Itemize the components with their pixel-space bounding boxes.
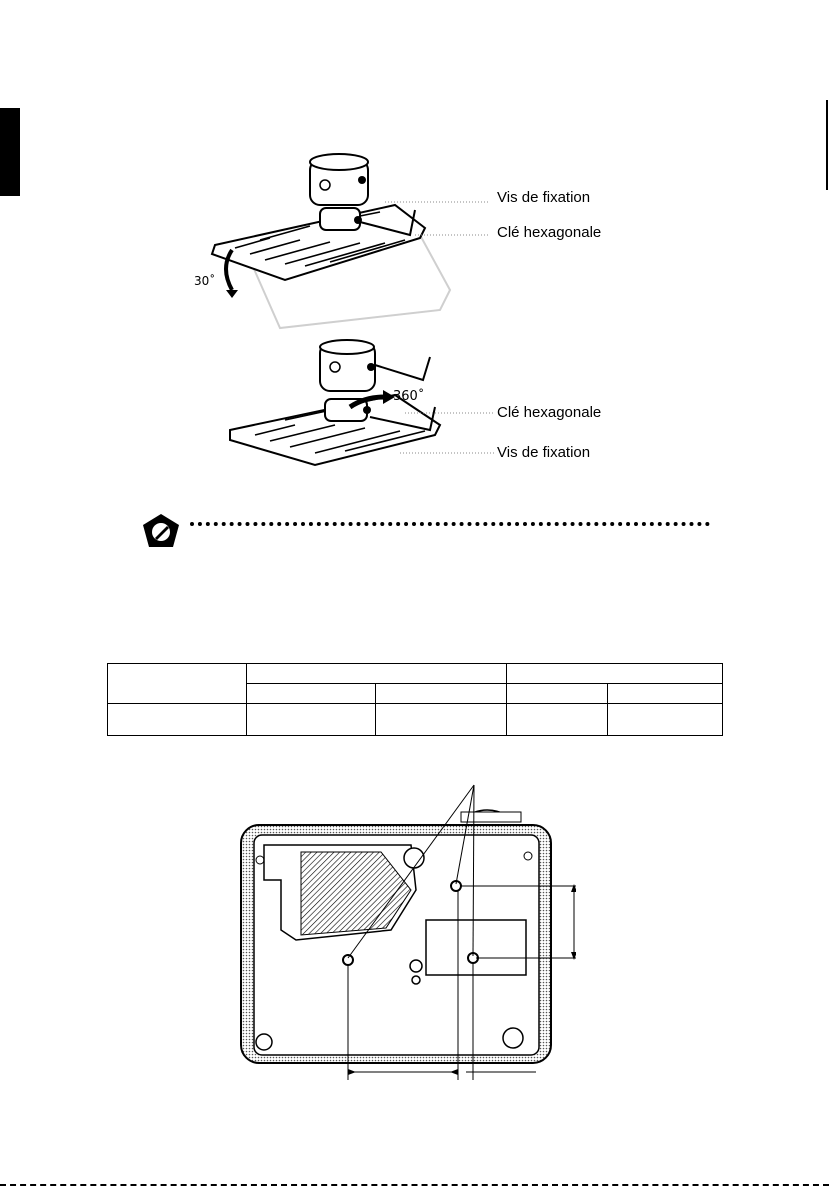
page-edge-marker — [826, 100, 828, 190]
table-cell — [507, 704, 608, 736]
mount-rotate-illustration — [225, 335, 500, 475]
rotate-angle-label: 360˚ — [393, 389, 425, 404]
language-tab — [0, 108, 20, 196]
projector-bottom-view — [236, 780, 576, 1090]
note-pen-icon — [140, 513, 182, 549]
hex-key-label-bottom: Clé hexagonale — [497, 404, 602, 421]
hex-key-label-top: Clé hexagonale — [497, 224, 602, 241]
table-cell — [608, 684, 723, 704]
tilt-angle-label: 30˚ — [194, 274, 216, 288]
table-cell — [247, 684, 376, 704]
table-cell — [247, 664, 507, 684]
note-separator — [190, 522, 710, 526]
mount-spec-table — [107, 663, 723, 736]
table-cell — [247, 704, 376, 736]
table-cell — [507, 684, 608, 704]
table-cell — [376, 684, 507, 704]
table-cell — [108, 704, 247, 736]
table-cell — [376, 704, 507, 736]
mount-tilt-illustration — [190, 150, 500, 330]
table-cell — [108, 664, 247, 704]
page-footer-rule — [0, 1184, 829, 1186]
screw-label-top: Vis de fixation — [497, 189, 591, 206]
screw-label-bottom: Vis de fixation — [497, 444, 591, 461]
table-cell — [507, 664, 723, 684]
table-cell — [608, 704, 723, 736]
